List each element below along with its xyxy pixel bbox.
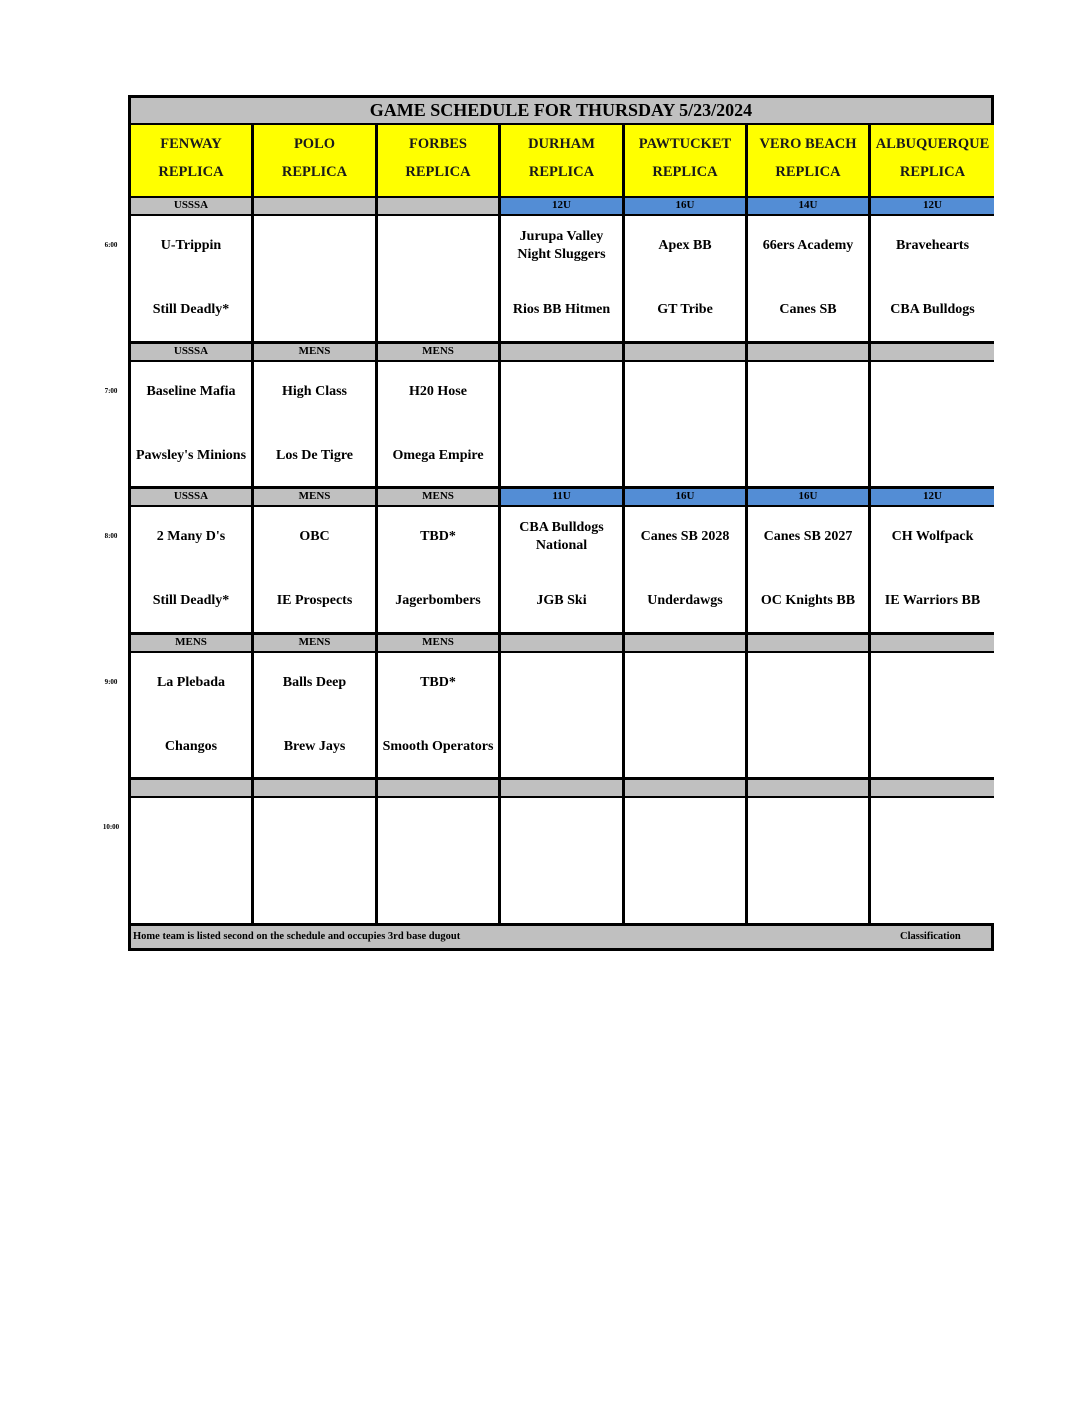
away-team [380, 806, 496, 850]
home-team [627, 725, 743, 769]
classification-badge [625, 344, 748, 362]
away-team: OBC [299, 529, 330, 545]
away-team [750, 661, 866, 705]
game-cell [871, 507, 994, 635]
away-team: Canes SB 2027 [763, 529, 853, 545]
home-team: Brew Jays [283, 738, 346, 754]
field-header [871, 125, 994, 198]
classification-badge [378, 198, 501, 216]
footer-note: Home team is listed second on the schedule and occupies 3rd base dugout [133, 931, 461, 942]
home-team: Smooth Operators [382, 738, 494, 754]
classification-badge [625, 780, 748, 798]
field-type: REPLICA [281, 164, 348, 180]
home-team: IE Prospects [276, 593, 353, 609]
home-team [750, 870, 866, 914]
field-type: REPLICA [652, 164, 718, 180]
time-label: 6:00 [104, 241, 118, 249]
classification-badge: MENS [131, 635, 254, 653]
home-team [750, 434, 866, 478]
home-team [503, 725, 620, 769]
away-team [256, 224, 373, 268]
game-cell [748, 507, 871, 635]
away-team: 66ers Academy [762, 238, 854, 253]
game-cell [625, 507, 748, 635]
classification-badge [871, 780, 994, 798]
classification-badge: 11U [501, 489, 625, 507]
field-type: REPLICA [158, 164, 224, 180]
classification-badge: MENS [378, 344, 501, 362]
away-team: 2 Many D's [156, 529, 226, 545]
game-cell [501, 362, 625, 490]
home-team: Jagerbombers [395, 593, 481, 609]
game-cell [501, 216, 625, 344]
away-team: La Plebada [156, 674, 226, 690]
home-team [380, 288, 496, 332]
home-team: OC Knights BB [760, 593, 856, 609]
away-team: Jurupa Valley Night Sluggers [517, 229, 606, 262]
footer-legend: Classification [900, 931, 961, 942]
away-team [873, 661, 992, 705]
game-cell [501, 653, 625, 781]
home-team: JGB Ski [536, 593, 587, 609]
game-cell [131, 653, 254, 781]
classification-badge: USSSA [131, 344, 254, 362]
away-team: CBA Bulldogs National [519, 520, 604, 554]
classification-badge [131, 780, 254, 798]
classification-badge [748, 344, 871, 362]
field-header [254, 125, 378, 198]
game-cell [131, 507, 254, 635]
home-team: Still Deadly* [152, 302, 230, 317]
schedule-table [128, 95, 994, 951]
away-team: Apex BB [658, 238, 712, 253]
game-cell [378, 362, 501, 490]
home-team: IE Warriors BB [884, 593, 981, 609]
game-cell [748, 216, 871, 344]
home-team [380, 870, 496, 914]
field-header [378, 125, 501, 198]
game-cell [131, 798, 254, 926]
game-cell [625, 362, 748, 490]
game-cell [254, 507, 378, 635]
home-team [503, 870, 620, 914]
away-team: Balls Deep [282, 674, 347, 690]
classification-badge [378, 780, 501, 798]
game-cell [748, 798, 871, 926]
home-team: Pawsley's Minions [135, 447, 247, 463]
away-team [750, 370, 866, 414]
footer-bar [131, 926, 991, 948]
home-team [873, 434, 992, 478]
field-name: DURHAM [528, 136, 595, 152]
home-team: Changos [164, 738, 218, 754]
page-title: GAME SCHEDULE FOR THURSDAY 5/23/2024 [131, 98, 991, 125]
classification-badge [501, 780, 625, 798]
game-cell [378, 653, 501, 781]
game-cell [378, 216, 501, 344]
classification-badge: MENS [254, 344, 378, 362]
game-cell [254, 798, 378, 926]
game-cell [254, 216, 378, 344]
away-team [256, 806, 373, 850]
home-team [873, 725, 992, 769]
field-name: PAWTUCKET [638, 136, 732, 152]
time-label: 10:00 [102, 823, 120, 832]
home-team: GT Tribe [657, 302, 713, 317]
field-name: FORBES [408, 136, 467, 152]
classification-badge: USSSA [131, 198, 254, 216]
home-team [627, 434, 743, 478]
game-cell [131, 216, 254, 344]
away-team [380, 224, 496, 268]
classification-badge: 14U [748, 198, 871, 216]
away-team [627, 806, 743, 850]
game-cell [748, 653, 871, 781]
away-team: CH Wolfpack [891, 529, 974, 545]
home-team: Los De Tigre [275, 447, 353, 463]
classification-badge: USSSA [131, 489, 254, 507]
game-cell [254, 653, 378, 781]
game-cell [625, 798, 748, 926]
field-name: FENWAY [160, 136, 222, 152]
home-team: Underdawgs [647, 593, 723, 609]
classification-badge [748, 635, 871, 653]
field-header [748, 125, 871, 198]
away-team [873, 806, 992, 850]
game-cell [625, 216, 748, 344]
game-cell [501, 798, 625, 926]
classification-badge: 16U [625, 489, 748, 507]
classification-badge: 16U [625, 198, 748, 216]
game-cell [254, 362, 378, 490]
classification-badge [871, 344, 994, 362]
game-cell [871, 362, 994, 490]
time-label: 8:00 [104, 532, 118, 541]
home-team: Omega Empire [392, 447, 484, 463]
field-type: REPLICA [775, 164, 841, 180]
classification-badge: 12U [501, 198, 625, 216]
game-cell [871, 216, 994, 344]
field-name: POLO [293, 136, 336, 152]
away-team: TBD* [420, 674, 456, 690]
field-header [625, 125, 748, 198]
game-cell [378, 507, 501, 635]
away-team: TBD* [420, 529, 456, 545]
game-cell [748, 362, 871, 490]
field-header [131, 125, 254, 198]
away-team: Baseline Mafia [146, 383, 236, 399]
classification-badge: MENS [254, 635, 378, 653]
classification-badge [254, 198, 378, 216]
classification-badge: 12U [871, 198, 994, 216]
away-team [503, 806, 620, 850]
home-team: Rios BB Hitmen [512, 302, 611, 317]
away-team [133, 806, 249, 850]
home-team [256, 288, 373, 332]
away-team [627, 661, 743, 705]
classification-badge: 16U [748, 489, 871, 507]
home-team: CBA Bulldogs [890, 302, 975, 317]
game-cell [871, 653, 994, 781]
field-header [501, 125, 625, 198]
time-label: 7:00 [104, 386, 118, 395]
away-team: H20 Hose [409, 383, 467, 399]
home-team [503, 434, 620, 478]
time-label: 9:00 [104, 677, 118, 686]
away-team [503, 370, 620, 414]
home-team [256, 870, 373, 914]
game-cell [378, 798, 501, 926]
away-team [627, 370, 743, 414]
classification-badge [625, 635, 748, 653]
classification-badge [501, 635, 625, 653]
away-team: Bravehearts [895, 238, 970, 253]
away-team: U-Trippin [160, 238, 222, 253]
home-team [133, 870, 249, 914]
game-cell [131, 362, 254, 490]
field-type: REPLICA [528, 164, 595, 180]
home-team: Canes SB [779, 302, 837, 317]
away-team [750, 806, 866, 850]
classification-badge [871, 635, 994, 653]
game-cell [871, 798, 994, 926]
home-team: Still Deadly* [152, 593, 230, 609]
away-team [503, 661, 620, 705]
home-team [873, 870, 992, 914]
away-team: High Class [282, 383, 347, 399]
field-type: REPLICA [405, 164, 471, 180]
home-team [627, 870, 743, 914]
classification-badge: MENS [378, 489, 501, 507]
game-cell [625, 653, 748, 781]
field-name: VERO BEACH [759, 136, 857, 152]
classification-badge [501, 344, 625, 362]
away-team [873, 370, 992, 414]
classification-badge: 12U [871, 489, 994, 507]
classification-badge [748, 780, 871, 798]
field-type: REPLICA [899, 164, 966, 180]
classification-badge [254, 780, 378, 798]
home-team [750, 725, 866, 769]
away-team: Canes SB 2028 [640, 529, 730, 545]
classification-badge: MENS [378, 635, 501, 653]
field-name: ALBUQUERQUE [875, 136, 990, 152]
game-cell [501, 507, 625, 635]
classification-badge: MENS [254, 489, 378, 507]
